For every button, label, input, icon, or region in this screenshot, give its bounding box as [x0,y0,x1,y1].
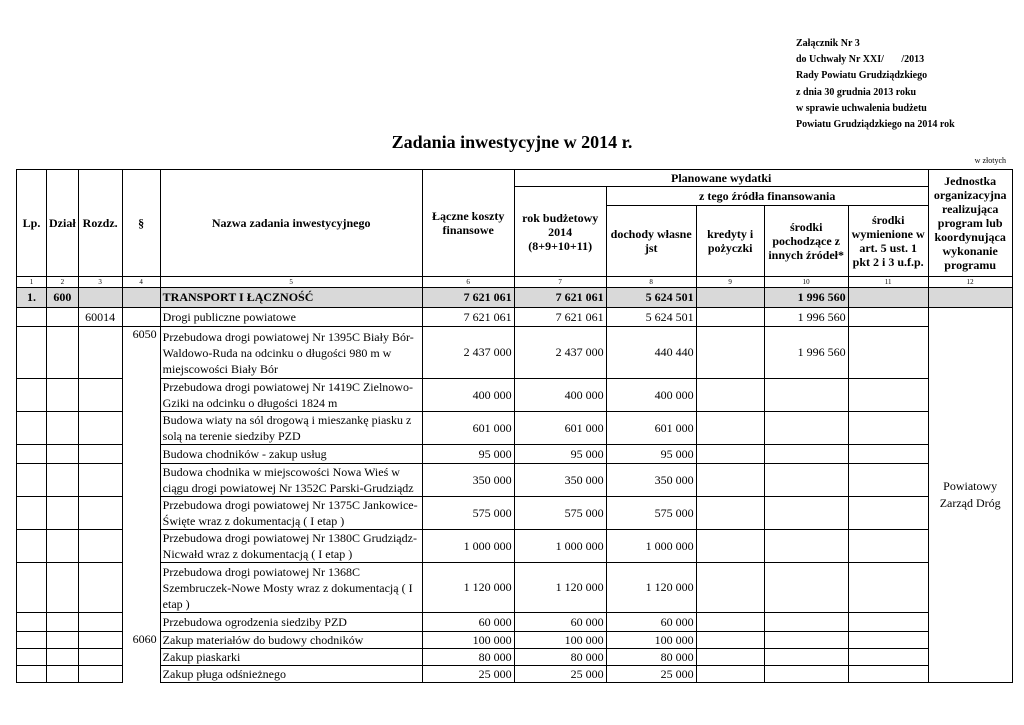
chapter-total: 7 621 061 [422,308,514,327]
task-lp [17,613,47,632]
task-credits [696,464,764,497]
task-own: 350 000 [606,464,696,497]
task-dzial [47,445,79,464]
task-lp [17,666,47,683]
task-rozdz [78,530,122,563]
header-dzial: Dział [47,170,79,277]
chapter-other: 1 996 560 [764,308,848,327]
header-other-sources: środki pochodzące z innych źródeł* [764,206,848,277]
task-art5 [848,464,928,497]
task-art5 [848,412,928,445]
task-rozdz [78,666,122,683]
page-title: Zadania inwestycyjne w 2014 r. [391,132,633,152]
task-other [764,464,848,497]
task-art5 [848,327,928,379]
attachment-line: Załącznik Nr 3 [796,38,860,49]
task-art5 [848,649,928,666]
task-total: 80 000 [422,649,514,666]
task-credits [696,632,764,649]
task-rozdz [78,412,122,445]
task-own: 80 000 [606,649,696,666]
task-name: Przebudowa ogrodzenia siedziby PZD [160,613,422,632]
task-name: Przebudowa drogi powiatowej Nr 1375C Jankowice-Święte wraz z dokumentacją ( I etap ) [160,497,422,530]
task-year: 60 000 [514,613,606,632]
task-lp [17,445,47,464]
section-own: 5 624 501 [606,288,696,308]
task-rozdz [78,632,122,649]
section-lp: 1. [17,288,47,308]
header-of-which: z tego źródła finansowania [606,187,928,206]
task-year: 1 120 000 [514,563,606,613]
task-other: 1 996 560 [764,327,848,379]
task-paragraph [122,445,160,464]
unit-name: Powiatowy Zarząd Dróg [928,308,1012,683]
column-number: 5 [160,277,422,288]
task-name: Zakup piaskarki [160,649,422,666]
task-lp [17,563,47,613]
task-rozdz [78,563,122,613]
task-other [764,530,848,563]
task-name: Zakup materiałów do budowy chodników [160,632,422,649]
task-dzial [47,613,79,632]
header-budget-year: rok budżetowy 2014 (8+9+10+11) [514,187,606,277]
investment-table [16,169,1013,683]
task-own: 95 000 [606,445,696,464]
task-dzial [47,632,79,649]
column-number-row [17,277,1013,288]
task-total: 350 000 [422,464,514,497]
task-art5 [848,632,928,649]
task-lp [17,530,47,563]
task-paragraph [122,613,160,632]
column-number: 2 [47,277,79,288]
column-number: 1 [17,277,47,288]
task-name: Budowa wiaty na sól drogową i mieszankę piasku z solą na terenie siedziby PZD [160,412,422,445]
task-paragraph [122,412,160,445]
task-row [17,563,1013,613]
task-credits [696,530,764,563]
section-unit [928,288,1012,308]
task-art5 [848,563,928,613]
task-year: 100 000 [514,632,606,649]
task-row [17,666,1013,683]
column-number: 9 [696,277,764,288]
attachment-line: do Uchwały Nr XXI/ /2013 [796,54,925,66]
task-total: 2 437 000 [422,327,514,379]
task-lp [17,464,47,497]
task-credits [696,613,764,632]
task-own: 25 000 [606,666,696,683]
section-paragraph [122,288,160,308]
task-rozdz [78,464,122,497]
task-own: 440 440 [606,327,696,379]
task-art5 [848,379,928,412]
task-name: Zakup pługa odśnieżnego [160,666,422,683]
header-credits: kredyty i pożyczki [696,206,764,277]
task-paragraph: 6050 [122,327,160,379]
section-rozdz [78,288,122,308]
task-row [17,613,1013,632]
task-credits [696,327,764,379]
task-paragraph [122,530,160,563]
task-lp [17,649,47,666]
task-other [764,445,848,464]
task-rozdz [78,445,122,464]
task-row [17,379,1013,412]
task-other [764,666,848,683]
header-lp: Lp. [17,170,47,277]
header-planned: Planowane wydatki [514,170,928,187]
chapter-lp [17,308,47,327]
task-row [17,497,1013,530]
task-other [764,379,848,412]
task-rozdz [78,613,122,632]
column-number: 8 [606,277,696,288]
task-total: 60 000 [422,613,514,632]
task-dzial [47,379,79,412]
chapter-year: 7 621 061 [514,308,606,327]
task-own: 1 120 000 [606,563,696,613]
task-other [764,497,848,530]
task-year: 400 000 [514,379,606,412]
task-row [17,327,1013,379]
unit-note: w złotych [974,156,1006,165]
task-other [764,412,848,445]
chapter-credits [696,308,764,327]
task-lp [17,379,47,412]
task-dzial [47,530,79,563]
section-art5 [848,288,928,308]
task-paragraph [122,563,160,613]
task-year: 575 000 [514,497,606,530]
header-total-costs: Łączne koszty finansowe [422,170,514,277]
task-own: 100 000 [606,632,696,649]
chapter-art5 [848,308,928,327]
task-row [17,632,1013,649]
task-total: 1 000 000 [422,530,514,563]
task-total: 95 000 [422,445,514,464]
chapter-paragraph [122,308,160,327]
attachment-line: Rady Powiatu Grudziądzkiego [796,70,928,82]
task-art5 [848,445,928,464]
task-art5 [848,497,928,530]
task-rozdz [78,497,122,530]
task-own: 1 000 000 [606,530,696,563]
task-credits [696,379,764,412]
task-lp [17,497,47,530]
task-other [764,632,848,649]
chapter-own: 5 624 501 [606,308,696,327]
task-name: Przebudowa drogi powiatowej Nr 1380C Grudziądz-Nicwałd wraz z dokumentacją ( I etap ) [160,530,422,563]
task-rozdz [78,649,122,666]
task-credits [696,497,764,530]
task-dzial [47,563,79,613]
task-total: 400 000 [422,379,514,412]
task-name: Przebudowa drogi powiatowej Nr 1419C Zielnowo-Gziki na odcinku o długości 1824 m [160,379,422,412]
task-lp [17,632,47,649]
task-name: Przebudowa drogi powiatowej Nr 1368C Szembruczek-Nowe Mosty wraz z dokumentacją ( I etap ) [160,563,422,613]
task-paragraph [122,379,160,412]
task-art5 [848,666,928,683]
task-other [764,649,848,666]
chapter-name: Drogi publiczne powiatowe [160,308,422,327]
task-dzial [47,649,79,666]
task-other [764,563,848,613]
attachment-header [796,36,955,133]
task-year: 80 000 [514,649,606,666]
header-unit: Jednostka organizacyjna realizująca program lub koordynująca wykonanie programu [928,170,1012,277]
task-lp [17,327,47,379]
task-lp [17,412,47,445]
section-total: 7 621 061 [422,288,514,308]
header-own-income: dochody własne jst [606,206,696,277]
task-total: 25 000 [422,666,514,683]
chapter-rozdz: 60014 [78,308,122,327]
task-total: 100 000 [422,632,514,649]
task-art5 [848,613,928,632]
task-year: 95 000 [514,445,606,464]
task-other [764,613,848,632]
task-dzial [47,464,79,497]
task-credits [696,666,764,683]
task-year: 25 000 [514,666,606,683]
task-name: Budowa chodnika w miejscowości Nowa Wieś w ciągu drogi powiatowej Nr 1352C Parski-Grudziądz [160,464,422,497]
task-dzial [47,327,79,379]
section-year: 7 621 061 [514,288,606,308]
task-paragraph [122,464,160,497]
task-dzial [47,412,79,445]
task-name: Budowa chodników - zakup usług [160,445,422,464]
task-total: 1 120 000 [422,563,514,613]
section-name: TRANSPORT I ŁĄCZNOŚĆ [160,288,422,308]
attachment-line: z dnia 30 grudnia 2013 roku [796,86,917,98]
task-rozdz [78,379,122,412]
task-total: 575 000 [422,497,514,530]
column-number: 10 [764,277,848,288]
task-paragraph [122,666,160,683]
task-paragraph: 6060 [122,632,160,649]
section-other: 1 996 560 [764,288,848,308]
chapter-row [17,308,1013,327]
task-credits [696,445,764,464]
task-row [17,464,1013,497]
task-name: Przebudowa drogi powiatowej Nr 1395C Biały Bór-Waldowo-Ruda na odcinku o długości 980 m w miejscowości Biały Bór [160,327,422,379]
task-year: 601 000 [514,412,606,445]
task-paragraph [122,497,160,530]
task-dzial [47,497,79,530]
column-number: 12 [928,277,1012,288]
column-number: 3 [78,277,122,288]
task-year: 2 437 000 [514,327,606,379]
task-dzial [47,666,79,683]
task-row [17,412,1013,445]
column-number: 7 [514,277,606,288]
task-own: 601 000 [606,412,696,445]
chapter-dzial [47,308,79,327]
attachment-line: w sprawie uchwalenia budżetu [796,102,927,114]
task-own: 60 000 [606,613,696,632]
task-art5 [848,530,928,563]
header-name: Nazwa zadania inwestycyjnego [160,170,422,277]
task-row [17,530,1013,563]
header-paragraph: § [122,170,160,277]
task-own: 400 000 [606,379,696,412]
section-row [17,288,1013,308]
task-credits [696,412,764,445]
header-rozdz: Rozdz. [78,170,122,277]
section-dzial: 600 [47,288,79,308]
column-number: 4 [122,277,160,288]
section-credits [696,288,764,308]
header-art5: środki wymienione w art. 5 ust. 1 pkt 2 i 3 u.f.p. [848,206,928,277]
task-total: 601 000 [422,412,514,445]
task-own: 575 000 [606,497,696,530]
task-credits [696,649,764,666]
attachment-line: Powiatu Grudziądzkiego na 2014 rok [796,119,955,131]
column-number: 6 [422,277,514,288]
task-year: 350 000 [514,464,606,497]
task-credits [696,563,764,613]
column-number: 11 [848,277,928,288]
task-row [17,445,1013,464]
task-paragraph [122,649,160,666]
task-year: 1 000 000 [514,530,606,563]
task-row [17,649,1013,666]
task-rozdz [78,327,122,379]
